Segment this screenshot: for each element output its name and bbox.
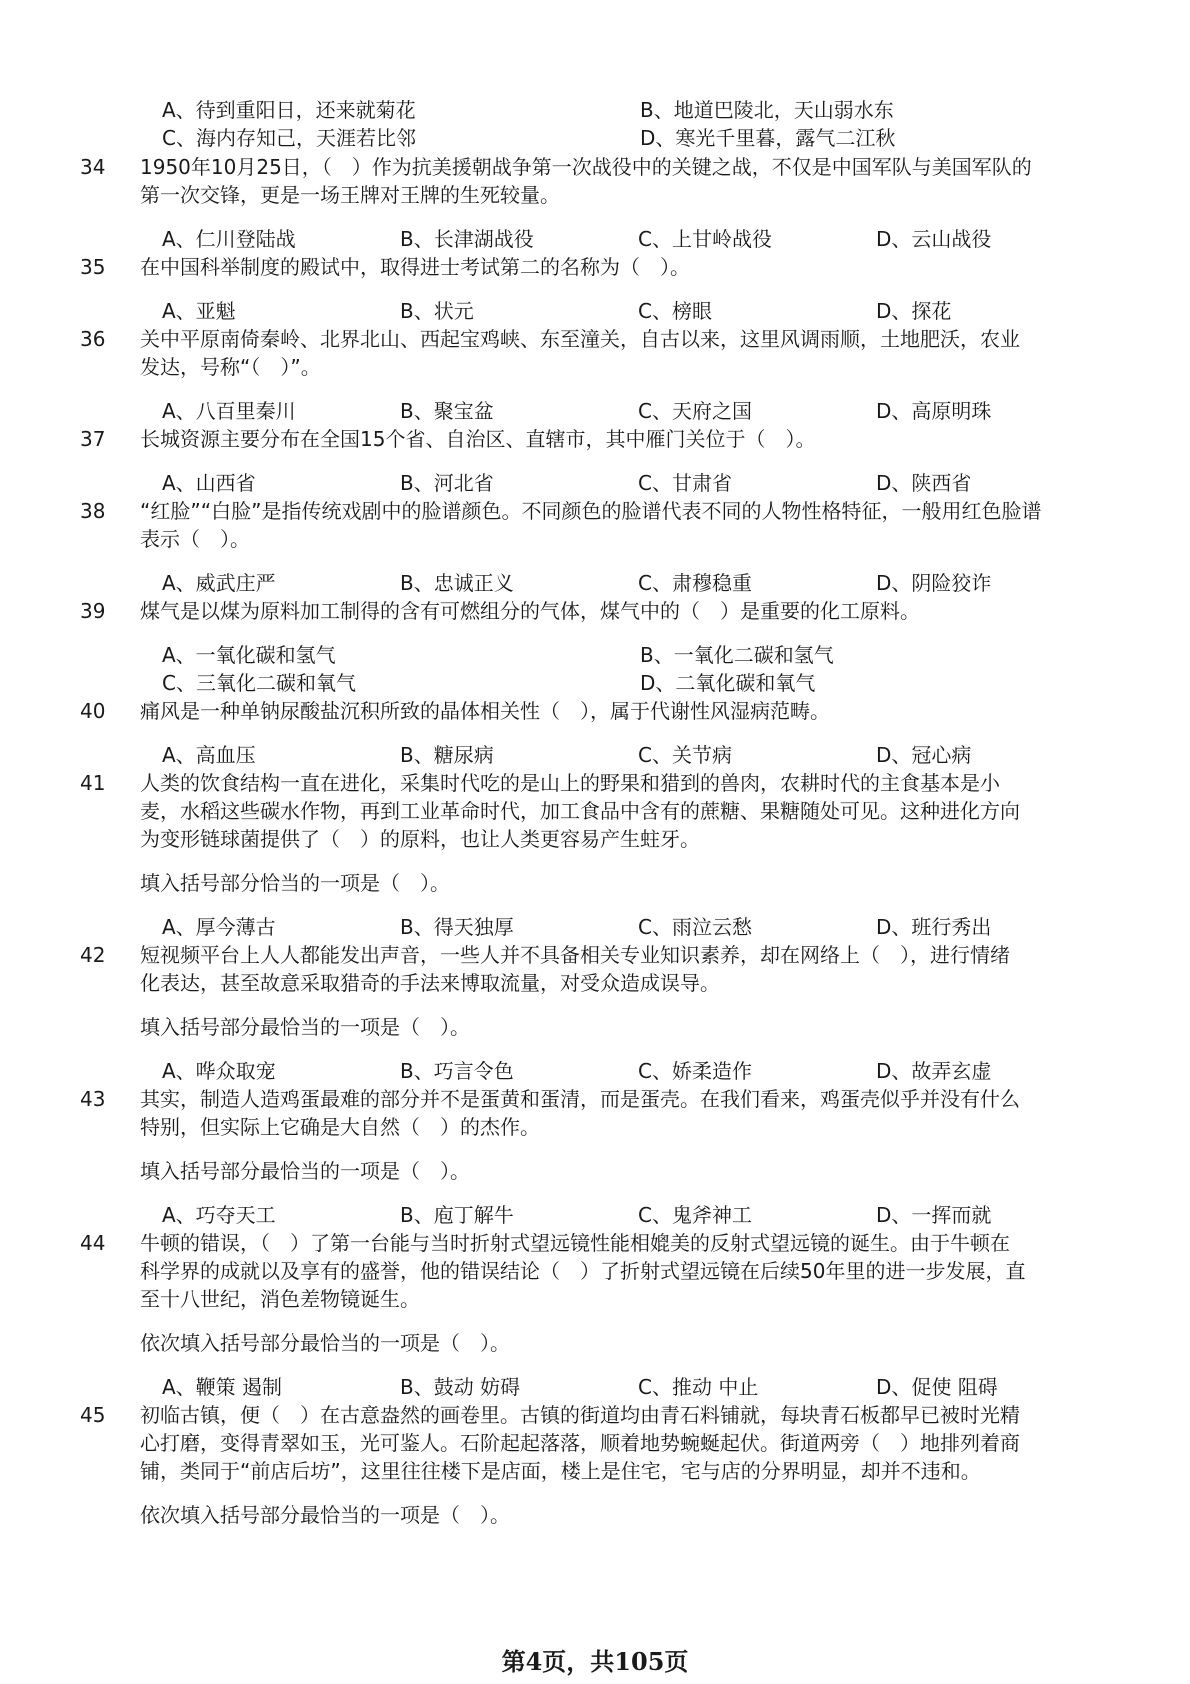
question-text: 关中平原南倚秦岭、北界北山、西起宝鸡峡、东至潼关，自古以来，这里风调雨顺，土地肥沃，农业 <box>140 327 1020 351</box>
option-d: D、寒光千里暮，露气二江秋 <box>640 126 896 150</box>
option-a: A、哗众取宠 <box>162 1059 276 1083</box>
option-a: A、仁川登陆战 <box>162 227 296 251</box>
options-row <box>162 1201 1122 1229</box>
question-number: 35 <box>80 255 106 279</box>
option-b: B、地道巴陵北，天山弱水东 <box>640 98 894 122</box>
option-b: B、庖丁解牛 <box>400 1203 514 1227</box>
option-c: C、榜眼 <box>638 299 712 323</box>
question-text: 1950年10月25日，（ ）作为抗美援朝战争第一次战役中的关键之战，不仅是中国军队与美国军队的 <box>140 155 1032 179</box>
question-text: 第一次交锋，更是一场王牌对王牌的生死较量。 <box>140 183 560 207</box>
option-d: D、陕西省 <box>876 471 972 495</box>
options-row <box>162 225 1122 253</box>
option-a: A、巧夺天工 <box>162 1203 276 1227</box>
option-b: B、状元 <box>400 299 474 323</box>
question-text: 铺，类同于“前店后坊”，这里往往楼下是店面，楼上是住宅，宅与店的分界明显，却并不违和。 <box>140 1459 981 1483</box>
option-b: B、一氧化二碳和氢气 <box>640 643 834 667</box>
question-text: 表示（ ）。 <box>140 527 250 551</box>
question-text: 初临古镇，便（ ）在古意盎然的画卷里。古镇的街道均由青石料铺就，每块青石板都早已被时光精 <box>140 1403 1020 1427</box>
option-d: D、云山战役 <box>876 227 992 251</box>
option-c: C、鬼斧神工 <box>638 1203 752 1227</box>
question-number: 43 <box>80 1087 106 1111</box>
question-text: 短视频平台上人人都能发出声音，一些人并不具备相关专业知识素养，却在网络上（ ），进行情绪 <box>140 943 1010 967</box>
option-b: B、得天独厚 <box>400 915 514 939</box>
question-text: 化表达，甚至故意采取猎奇的手法来博取流量，对受众造成误导。 <box>140 971 720 995</box>
option-b: B、聚宝盆 <box>400 399 494 423</box>
option-a: A、亚魁 <box>162 299 236 323</box>
option-b: B、忠诚正义 <box>400 571 514 595</box>
option-d: D、班行秀出 <box>876 915 992 939</box>
option-d: D、一挥而就 <box>876 1203 992 1227</box>
option-c: C、海内存知己，天涯若比邻 <box>162 126 416 150</box>
question-prompt: 填入括号部分最恰当的一项是（ ）。 <box>140 1015 470 1039</box>
option-a: A、鞭策 遏制 <box>162 1375 283 1399</box>
question-text: “红脸”“白脸”是指传统戏剧中的脸谱颜色。不同颜色的脸谱代表不同的人物性格特征，一般用红色脸谱 <box>140 499 1042 523</box>
question-text: 煤气是以煤为原料加工制得的含有可燃组分的气体，煤气中的（ ）是重要的化工原料。 <box>140 599 920 623</box>
question-text: 其实，制造人造鸡蛋最难的部分并不是蛋黄和蛋清，而是蛋壳。在我们看来，鸡蛋壳似乎并没有什么 <box>140 1087 1020 1111</box>
question-text: 科学界的成就以及享有的盛誉，他的错误结论（ ）了折射式望远镜在后续50年里的进一步发展，直 <box>140 1259 1026 1283</box>
question-text: 为变形链球菌提供了（ ）的原料，也让人类更容易产生蛀牙。 <box>140 827 700 851</box>
question-text: 长城资源主要分布在全国15个省、自治区、直辖市，其中雁门关位于（ ）。 <box>140 427 816 451</box>
option-d: D、二氧化碳和氧气 <box>640 671 816 695</box>
options-row <box>162 397 1122 425</box>
option-c: C、关节病 <box>638 743 732 767</box>
option-d: D、促使 阻碍 <box>876 1375 998 1399</box>
option-a: A、高血压 <box>162 743 256 767</box>
question-number: 44 <box>80 1231 106 1255</box>
option-a: A、一氧化碳和氢气 <box>162 643 336 667</box>
option-d: D、阴险狡诈 <box>876 571 992 595</box>
options-row <box>162 741 1122 769</box>
option-a: A、八百里秦川 <box>162 399 296 423</box>
question-prompt: 填入括号部分恰当的一项是（ ）。 <box>140 871 450 895</box>
question-prompt: 依次填入括号部分最恰当的一项是（ ）。 <box>140 1503 510 1527</box>
question-number: 37 <box>80 427 106 451</box>
question-number: 34 <box>80 155 106 179</box>
option-b: B、河北省 <box>400 471 494 495</box>
option-c: C、娇柔造作 <box>638 1059 752 1083</box>
option-c: C、推动 中止 <box>638 1375 759 1399</box>
option-d: D、故弄玄虚 <box>876 1059 992 1083</box>
options-row <box>162 297 1122 325</box>
question-prompt: 依次填入括号部分最恰当的一项是（ ）。 <box>140 1331 510 1355</box>
page-footer: 第4页，共105页 <box>501 1647 689 1676</box>
option-c: C、雨泣云愁 <box>638 915 752 939</box>
question-text: 痛风是一种单钠尿酸盐沉积所致的晶体相关性（ ），属于代谢性风湿病范畴。 <box>140 699 830 723</box>
option-d: D、冠心病 <box>876 743 972 767</box>
question-number: 42 <box>80 943 106 967</box>
options-row <box>162 913 1122 941</box>
question-number: 38 <box>80 499 106 523</box>
question-number: 36 <box>80 327 106 351</box>
option-c: C、上甘岭战役 <box>638 227 772 251</box>
question-text: 麦，水稻这些碳水作物，再到工业革命时代，加工食品中含有的蔗糖、果糖随处可见。这种进化方向 <box>140 799 1020 823</box>
question-text: 特别，但实际上它确是大自然（ ）的杰作。 <box>140 1115 540 1139</box>
option-b: B、长津湖战役 <box>400 227 534 251</box>
options-row <box>162 1373 1122 1401</box>
question-number: 40 <box>80 699 106 723</box>
option-c: C、三氧化二碳和氧气 <box>162 671 356 695</box>
options-row <box>162 469 1122 497</box>
question-number: 39 <box>80 599 106 623</box>
option-c: C、肃穆稳重 <box>638 571 752 595</box>
question-text: 在中国科举制度的殿试中，取得进士考试第二的名称为（ ）。 <box>140 255 690 279</box>
question-number: 41 <box>80 771 106 795</box>
options-row <box>162 1057 1122 1085</box>
question-text: 人类的饮食结构一直在进化，采集时代吃的是山上的野果和猎到的兽肉，农耕时代的主食基本是小 <box>140 771 1000 795</box>
question-number: 45 <box>80 1403 106 1427</box>
option-a: A、厚今薄古 <box>162 915 276 939</box>
question-text: 牛顿的错误，（ ）了第一台能与当时折射式望远镜性能相媲美的反射式望远镜的诞生。由于牛顿在 <box>140 1231 1010 1255</box>
question-text: 至十八世纪，消色差物镜诞生。 <box>140 1287 420 1311</box>
option-b: B、巧言令色 <box>400 1059 514 1083</box>
question-prompt: 填入括号部分最恰当的一项是（ ）。 <box>140 1159 470 1183</box>
question-text: 心打磨，变得青翠如玉，光可鉴人。石阶起起落落，顺着地势蜿蜒起伏。街道两旁（ ）地排列着商 <box>140 1431 1020 1455</box>
option-a: A、山西省 <box>162 471 256 495</box>
option-a: A、威武庄严 <box>162 571 276 595</box>
option-b: B、鼓动 妨碍 <box>400 1375 521 1399</box>
option-d: D、高原明珠 <box>876 399 992 423</box>
option-a: A、待到重阳日，还来就菊花 <box>162 98 416 122</box>
option-c: C、甘肃省 <box>638 471 732 495</box>
question-text: 发达，号称“（ ）”。 <box>140 355 321 379</box>
option-d: D、探花 <box>876 299 952 323</box>
option-c: C、天府之国 <box>638 399 752 423</box>
option-b: B、糖尿病 <box>400 743 494 767</box>
options-row <box>162 569 1122 597</box>
